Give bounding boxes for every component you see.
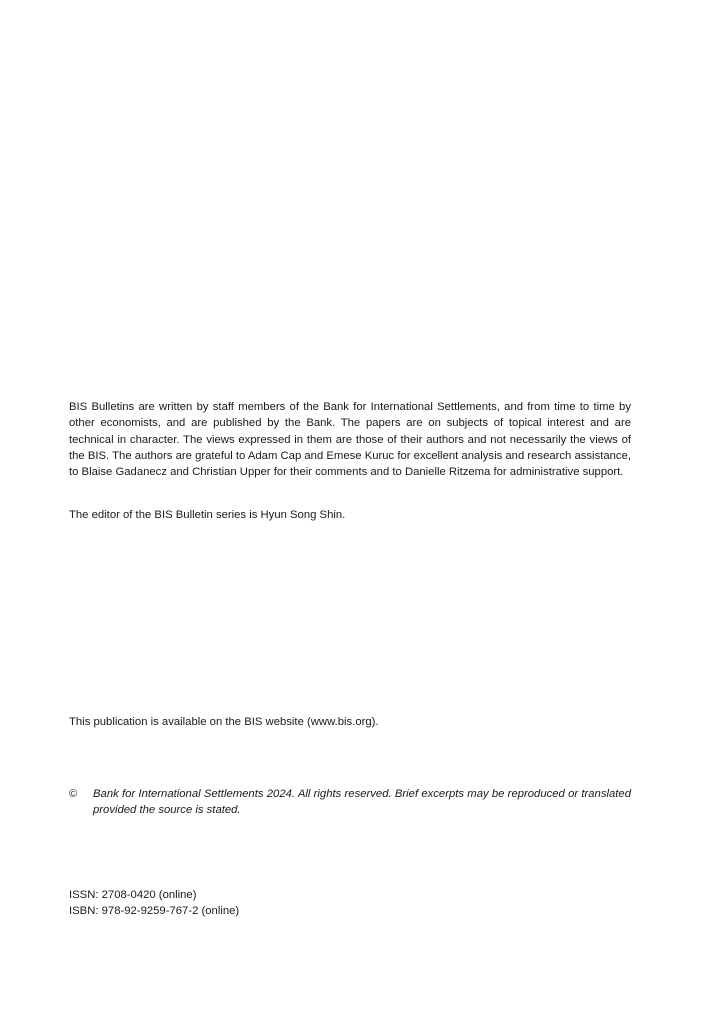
isbn-line: ISBN: 978-92-9259-767-2 (online)	[69, 905, 240, 918]
availability-line: This publication is available on the BIS website (www.bis.org).	[69, 716, 379, 728]
copyright-symbol: ©	[69, 788, 78, 800]
publication-identifiers	[69, 887, 631, 920]
copyright-notice	[69, 786, 631, 819]
issn-line: ISSN: 2708-0420 (online)	[69, 889, 197, 901]
intro-paragraph: BIS Bulletins are written by staff members of the Bank for International Settlements, and from time to time by other economists, and are published by the Bank. The papers are on subjects of topical interest and are technical in character. The views expressed in them are those of their authors and not necessarily the views of the BIS. The authors are grateful to Adam Cap and Emese Kuruc for excellent analysis and research assistance, to Blaise Gadanecz and Christian Upper for their comments and to Danielle Ritzema for administrative support.	[69, 401, 631, 479]
copyright-text: Bank for International Settlements 2024. All rights reserved. Brief excerpts may be reproduced or translated provided the source is stated.	[93, 788, 631, 817]
editor-line: The editor of the BIS Bulletin series is Hyun Song Shin.	[69, 509, 346, 521]
